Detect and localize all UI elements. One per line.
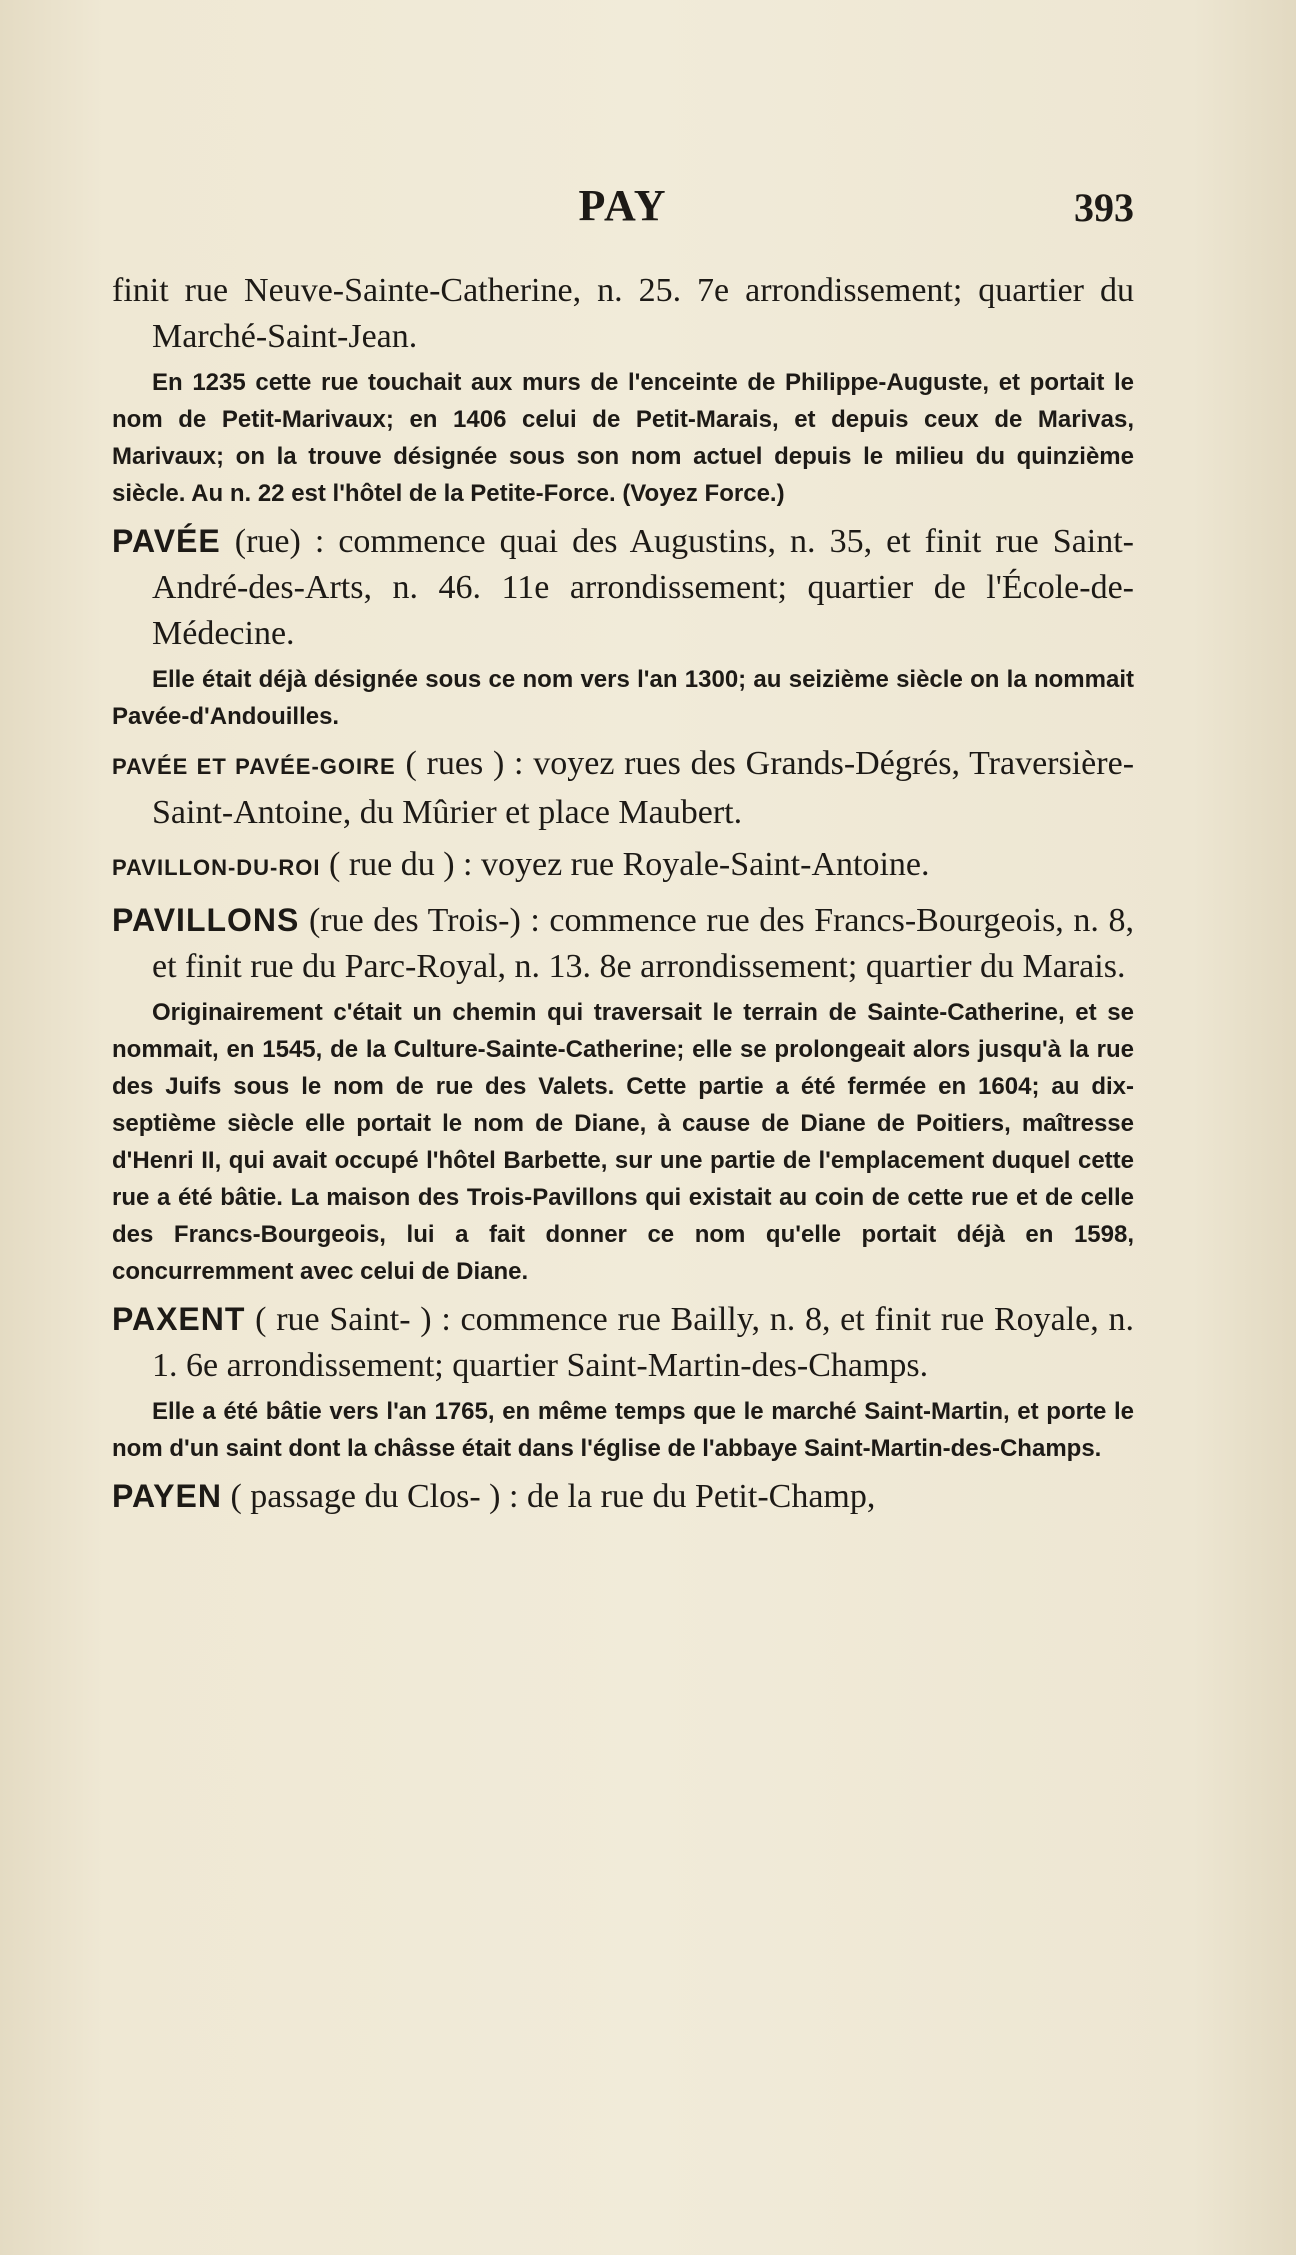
entry-note: Originairement c'était un chemin qui traversait le terrain de Sainte-Catherine, et se nommait, en 1545, de la Culture-Sainte-Catherine; elle se prolongeait alors jusqu'à la rue des Juifs sous le nom de rue des Valets. Cette partie a été fermée en 1604; au dix-septième siècle elle portait le nom de Diane, à cause de Diane de Poitiers, maîtresse d'Henri II, qui avait occupé l'hôtel Barbette, sur une partie de l'emplacement duquel cette rue a été bâtie. La maison des Trois-Pavillons qui existait au coin de cette rue et de celle des Francs-Bourgeois, lui a fait donner ce nom qu'elle portait déjà en 1598, concurremment avec celui de Diane.: [112, 999, 1134, 1285]
entry-headword: PAVÉE ET PAVÉE-GOIRE: [112, 754, 396, 779]
entry-headword: PAVILLON-DU-ROI: [112, 855, 321, 880]
entry-pavillon-du-roi: [112, 842, 1134, 891]
page-body: [112, 262, 1134, 1520]
entry-main-text: [112, 1473, 1134, 1520]
entry-vieilles-haudriettes-continued: [112, 268, 1134, 512]
entry-headword: PAXENT: [112, 1301, 246, 1337]
entry-main-text: [112, 842, 1134, 891]
entry-headword: PAVÉE: [112, 523, 221, 559]
entry-headword: PAVILLONS: [112, 902, 300, 938]
entry-description: ( rue du ) : voyez rue Royale-Saint-Antoine.: [329, 846, 930, 883]
entry-headword: PAYEN: [112, 1478, 222, 1514]
page-header: [112, 180, 1134, 240]
entry-note: En 1235 cette rue touchait aux murs de l'enceinte de Philippe-Auguste, et portait le nom de Petit-Marivaux; en 1406 celui de Petit-Marais, et depuis ceux de Marivas, Marivaux; on la trouve désignée sous son nom actuel depuis le milieu du quinzième siècle. Au n. 22 est l'hôtel de la Petite-Force. (Voyez Force.): [112, 369, 1134, 507]
entry-description: ( passage du Clos- ) : de la rue du Petit-Champ,: [230, 1478, 876, 1515]
entry-description: ( rue Saint- ) : commence rue Bailly, n. 8, et finit rue Royale, n. 1. 6e arrondissement; quartier Saint-Martin-des-Champs.: [152, 1301, 1134, 1384]
page-number: 393: [1074, 185, 1134, 230]
entry-pavillons: [112, 897, 1134, 1290]
entry-main-text: [112, 741, 1134, 836]
entry-main-text: [112, 1296, 1134, 1389]
entry-main-text: [112, 518, 1134, 657]
entry-description: (rue des Trois-) : commence rue des Francs-Bourgeois, n. 8, et finit rue du Parc-Royal, n. 13. 8e arrondissement; quartier du Marais.: [152, 902, 1134, 985]
entry-description: ( rues ) : voyez rues des Grands-Dégrés, Traversière-Saint-Antoine, du Mûrier et place Maubert.: [152, 745, 1135, 831]
entry-note: Elle était déjà désignée sous ce nom vers l'an 1300; au seizième siècle on la nommait Pavée-d'Andouilles.: [112, 666, 1134, 730]
entry-description: (rue) : commence quai des Augustins, n. 35, et finit rue Saint-André-des-Arts, n. 46. 11e arrondissement; quartier de l'École-de-Médecine.: [152, 523, 1135, 652]
entry-payen: [112, 1473, 1134, 1520]
entry-main-text: [112, 897, 1134, 990]
entry-main-text: finit rue Neuve-Sainte-Catherine, n. 25. 7e arrondissement; quartier du Marché-Saint-Jean.: [112, 272, 1134, 355]
entry-pavee: [112, 518, 1134, 735]
entry-note: Elle a été bâtie vers l'an 1765, en même temps que le marché Saint-Martin, et porte le nom d'un saint dont la châsse était dans l'église de l'abbaye Saint-Martin-des-Champs.: [112, 1398, 1134, 1462]
running-head: PAY: [578, 181, 668, 230]
entry-paxent: [112, 1296, 1134, 1467]
entry-pavee-et-pavee-goire: [112, 741, 1134, 836]
